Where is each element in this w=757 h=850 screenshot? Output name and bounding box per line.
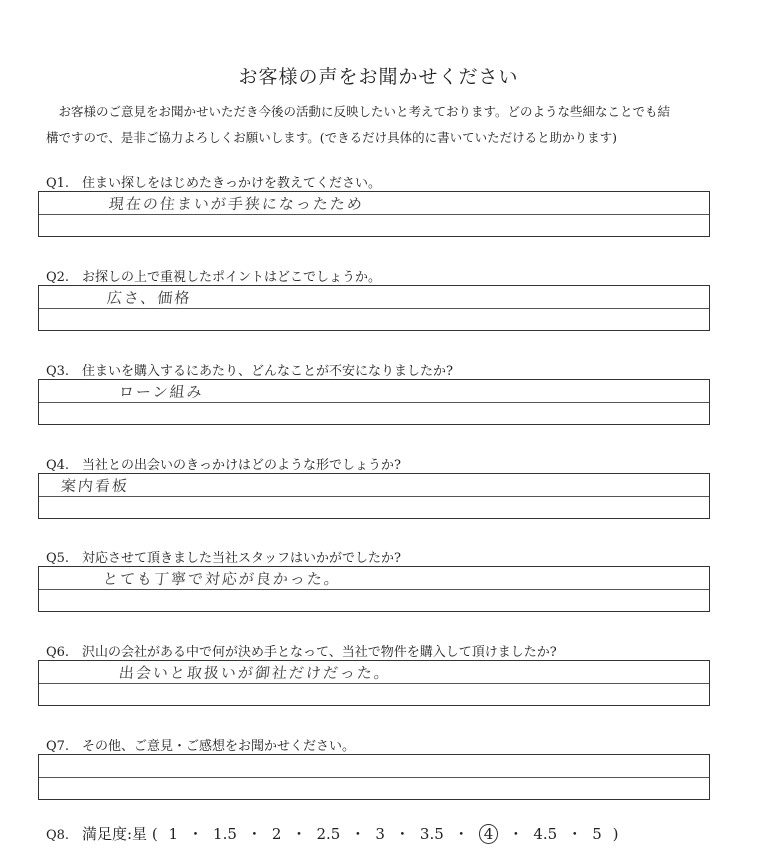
- answer-divider: [39, 308, 709, 309]
- answer-text: 案内看板: [60, 477, 130, 495]
- rating-option[interactable]: 2: [271, 825, 282, 843]
- rating-option[interactable]: 3: [375, 825, 385, 843]
- answer-box-3[interactable]: [38, 379, 710, 425]
- question-number: Q4.: [46, 458, 70, 473]
- question-4: [46, 454, 401, 473]
- rating-separator: ・: [508, 825, 524, 843]
- intro-line-1: お客様のご意見をお聞かせいただき今後の活動に反映したいと考えております。どのような些細なことでも結: [46, 104, 671, 119]
- question-text: 住まい探しをはじめたきっかけを教えてください。: [82, 176, 382, 191]
- question-text: お探しの上で重視したポイントはどこでしょうか。: [82, 270, 382, 285]
- answer-divider: [39, 683, 709, 684]
- question-number: Q6.: [46, 645, 70, 660]
- rating-option[interactable]: 5: [592, 825, 602, 843]
- rating-option[interactable]: 2.5: [316, 825, 341, 843]
- answer-box-1[interactable]: [38, 191, 710, 237]
- rating-option[interactable]: 3.5: [419, 825, 444, 843]
- question-number: Q3.: [46, 364, 70, 379]
- answer-box-6[interactable]: [38, 660, 710, 706]
- answer-text: 現在の住まいが手狭になったため: [108, 195, 365, 213]
- rating-separator: ・: [453, 825, 469, 843]
- question-text: 沢山の会社がある中で何が決め手となって、当社で物件を購入して頂けましたか?: [82, 645, 557, 660]
- question-7: [46, 735, 355, 754]
- rating-separator: ・: [188, 825, 204, 843]
- question-number: Q5.: [46, 551, 70, 566]
- question-text: 当社との出会いのきっかけはどのような形でしょうか?: [82, 458, 401, 473]
- question-number: Q8.: [46, 828, 70, 843]
- rating-separator: ・: [291, 825, 307, 843]
- question-5: [46, 547, 401, 566]
- question-number: Q2.: [46, 270, 70, 285]
- answer-text: とても丁寧で対応が良かった。: [102, 570, 342, 588]
- rating-separator: ・: [394, 825, 410, 843]
- question-number: Q1.: [46, 176, 70, 191]
- question-number: Q7.: [46, 739, 70, 754]
- question-text: 住まいを購入するにあたり、どんなことが不安になりましたか?: [82, 364, 453, 379]
- rating-open-paren: (: [151, 825, 158, 843]
- intro-line-2: 構ですので、是非ご協力よろしくお願いします。(できるだけ具体的に書いていただけると助かります): [46, 130, 618, 145]
- rating-close-paren: ): [612, 825, 619, 843]
- rating-options: [162, 825, 607, 843]
- rating-separator: ・: [246, 825, 262, 843]
- rating-option[interactable]: 1.5: [213, 825, 237, 843]
- satisfaction-rating: [46, 823, 618, 844]
- rating-separator: ・: [350, 825, 366, 843]
- rating-option-selected[interactable]: 4: [479, 824, 499, 844]
- rating-option[interactable]: 1: [168, 825, 179, 843]
- question-3: [46, 360, 453, 379]
- answer-divider: [39, 589, 709, 590]
- answer-divider: [39, 402, 709, 403]
- rating-label: 満足度:星: [82, 825, 148, 843]
- rating-separator: ・: [567, 825, 583, 843]
- answer-divider: [39, 777, 709, 778]
- answer-box-4[interactable]: [38, 473, 710, 519]
- intro-text: [46, 99, 721, 151]
- answer-text: 広さ、価格: [106, 289, 193, 307]
- answer-divider: [39, 496, 709, 497]
- question-6: [46, 641, 557, 660]
- question-2: [46, 266, 381, 285]
- page-title: お客様の声をお聞かせください: [238, 66, 519, 88]
- answer-divider: [39, 214, 709, 215]
- question-text: その他、ご意見・ご感想をお聞かせください。: [82, 739, 356, 754]
- answer-box-2[interactable]: [38, 285, 710, 331]
- question-1: [46, 172, 381, 191]
- answer-box-5[interactable]: [38, 566, 710, 612]
- answer-text: ローン組み: [118, 383, 205, 401]
- answer-text: 出会いと取扱いが御社だけだった。: [118, 664, 392, 682]
- answer-box-7[interactable]: [38, 754, 710, 800]
- question-text: 対応させて頂きました当社スタッフはいかがでしたか?: [82, 551, 401, 566]
- rating-option[interactable]: 4.5: [533, 825, 558, 843]
